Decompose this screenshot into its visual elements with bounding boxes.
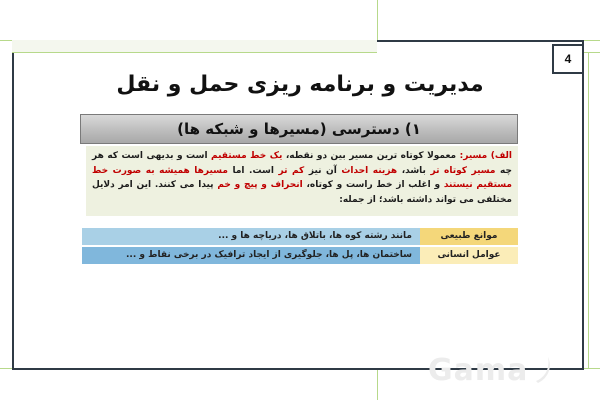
paragraph-lead: الف) مسیر: <box>459 151 513 161</box>
paragraph-text: و اغلب از خط راست و کوتاه، <box>302 180 444 190</box>
paragraph-text: باشد، <box>397 165 431 176</box>
page-number-box <box>552 44 584 74</box>
slide-top-strip <box>12 40 377 53</box>
table-row <box>82 228 518 245</box>
paragraph-highlight: مسیر کوتاه تر <box>430 165 496 176</box>
definition-paragraph <box>86 146 518 216</box>
paragraph-highlight: کم تر <box>278 165 305 176</box>
paragraph-text: است. اما <box>227 165 279 176</box>
table-row-label: موانع طبیعی <box>420 228 518 245</box>
paragraph-text: معمولا کوتاه ترین مسیر بین دو نقطه، <box>282 151 460 161</box>
page-number: 4 <box>564 52 572 66</box>
paragraph-text: است و بدیهی است که هر چه <box>92 151 513 176</box>
table-row-label: عوامل انسانی <box>420 247 518 264</box>
section-heading-bar <box>80 114 518 144</box>
section-heading: ۱) دسترسی (مسیرها و شبکه ها) <box>177 120 421 138</box>
table-row-value: ساختمان ها، پل ها، جلوگیری از ایجاد ترافیک در برخی نقاط و ... <box>82 247 420 264</box>
reasons-table <box>82 228 518 266</box>
table-row-value: مانند رشته کوه ها، باتلاق ها، دریاچه ها و ... <box>82 228 420 245</box>
paragraph-highlight: یک خط مستقیم <box>211 151 283 161</box>
paragraph-highlight: هزینه احداث <box>341 165 398 176</box>
table-row <box>82 247 518 264</box>
watermark-logo <box>428 350 554 390</box>
watermark-text: Gama <box>428 352 529 388</box>
watermark-swoosh-icon <box>532 355 554 385</box>
paragraph-text: آن نیز <box>304 165 342 176</box>
paragraph-highlight: مسیرها همیشه به صورت خط مستقیم نیستند <box>92 165 512 190</box>
paragraph-text: پیدا می کنند. این امر دلایل مختلفی می تواند داشته باشد؛ از جمله: <box>92 180 512 205</box>
slide-title: مدیریت و برنامه ریزی حمل و نقل <box>116 72 484 97</box>
paragraph-highlight: انحراف و پیچ و خم <box>217 180 303 190</box>
frame-line-right <box>588 52 589 368</box>
